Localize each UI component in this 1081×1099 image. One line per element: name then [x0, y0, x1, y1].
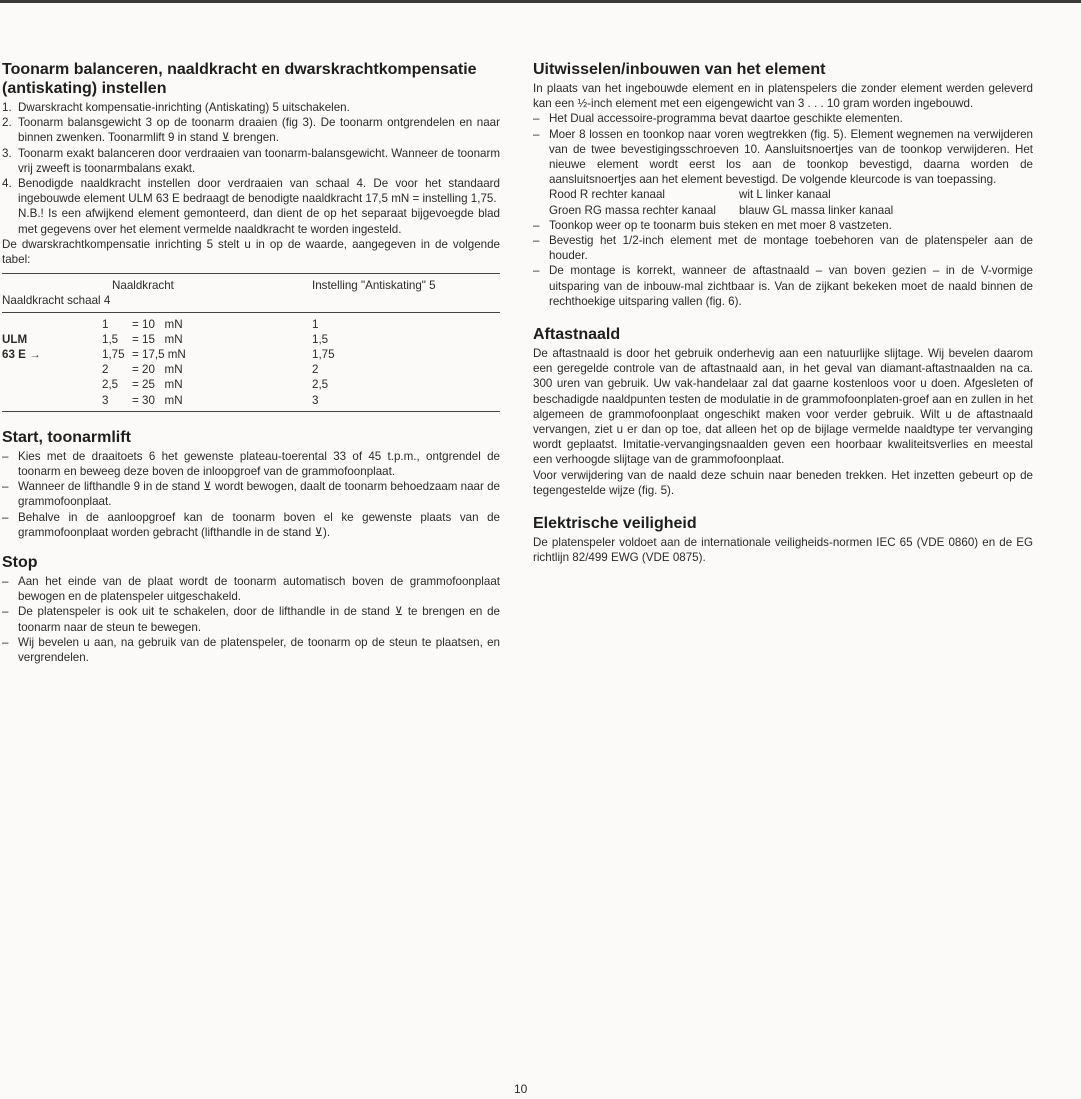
list-item: 1. Dwarskracht kompensatie-inrichting (Antiskating) 5 uitschakelen.: [2, 101, 350, 114]
section-aftastnaald: [533, 325, 1033, 498]
list-item: 3. Toonarm exakt balanceren door verdraaien van toonarm-balansgewicht. Wanneer de toonarm vrij zweeft is toonarmbalans exakt.: [2, 146, 500, 175]
right-column: [533, 60, 1033, 578]
color-code: [533, 187, 1033, 217]
left-column: [2, 60, 500, 678]
list-item: – Bevestig het 1/2-inch element met de montage toebehoren van de platenspeler aan de houder.: [533, 234, 1033, 263]
section-stop: [2, 553, 500, 665]
list-item: – De montage is korrekt, wanneer de aftastnaald – van boven gezien – in de V-vormige uitsparing van de inbouw-mal zichtbaar is. Van de zijkant bekeken moet de naald binnen de rechthoekige uitsparing vallen (fig. 6).: [533, 264, 1033, 308]
section-elektrische-veiligheid: [533, 514, 1033, 565]
top-border: [0, 0, 1081, 3]
color-code-row: Rood R rechter kanaal wit L linker kanaal: [549, 188, 831, 202]
section-start-toonarmlift: [2, 428, 500, 540]
section-uitwisselen-element: [533, 60, 1033, 309]
table-row: 2 = 20 mN 2: [102, 363, 319, 377]
heading-elektrische-veiligheid: Elektrische veiligheid: [533, 515, 697, 533]
header-naaldkracht: Naaldkracht: [72, 274, 312, 294]
color-code-row: Groen RG massa rechter kanaal blauw GL massa linker kanaal: [549, 203, 894, 217]
list-item: 2. Toonarm balansgewicht 3 op de toonarm draaien (fig 3). De toonarm ontgrendelen en naar binnen zwenken. Toonarmlift 9 in stand ⊻ brengen.: [2, 116, 500, 145]
paragraph-intro: In plaats van het ingebouwde element en in platenspelers die zonder element werden geleverd kan een ½-inch element met een eigengewicht van 3 . . . 10 gram worden ingebouwd.: [533, 82, 1033, 111]
list-item: – Wij bevelen u aan, na gebruik van de platenspeler, de toonarm op de steun te plaatsen, en vergrendelen.: [2, 635, 500, 665]
heading-uitwisselen-element: Uitwisselen/inbouwen van het element: [533, 61, 826, 78]
section-toonarm-balanceren: [2, 60, 500, 412]
list-item: – Toonkop weer op te toonarm buis steken en met moer 8 vastzeten.: [533, 218, 892, 232]
list-item: – De platenspeler is ook uit te schakelen, door de lifthandle in de stand ⊻ te brengen en de toonarm naar de steun te bewegen.: [2, 605, 500, 634]
list-item: – Het Dual accessoire-programma bevat daartoe geschikte elementen.: [533, 112, 903, 126]
page-number: 10: [514, 1082, 528, 1096]
table-row: ULM 1,5 = 15 mN 1,5: [2, 332, 329, 346]
list-item: – Kies met de draaitoets 6 het gewenste plateau-toerental 33 of 45 t.p.m., ontgrendel de toonarm en beweeg deze boven de inloopgroef van de grammofoonplaat.: [2, 449, 500, 479]
header-schaal: Naaldkracht schaal 4: [2, 293, 500, 312]
label-63e: 63 E →: [2, 348, 41, 362]
table-row: 63 E → 1,75 = 17,5 mN 1,75: [2, 348, 335, 362]
paragraph-aftastnaald: De aftastnaald is door het gebruik onderhevig aan een natuurlijke slijtage. Wij bevelen daarom een geregelde controle van de aftastnaald aan, in het geval van diamant-aftastnaalden na ca. 300 uren van gebruik. Uw vak-handelaar zal dat gaarne kostenloos voor u doen. Afgesleten of beschadigde naaldpunten testen de modulatie in de grammofoonplaten-groef aan en zullen in het algemeen de grammofoonplaat ongeschikt maken voor verder gebruik. Wilt u de aftastnaald vervangen, ziet u er dan op toe, dat alleen het op de bijlage vermelde naaldtype ter vervanging wordt geplaatst. Imitatie-vervangingsnaalden geven een hoorbaar kwaliteitsverlies en meestal een verhoogde slijtage van de grammofoonplaat.: [533, 347, 1033, 467]
naaldkracht-table: [2, 273, 500, 412]
label-ulm: ULM: [2, 332, 28, 346]
list-item: – Aan het einde van de plaat wordt de toonarm automatisch boven de grammofoonplaat bewogen en de platenspeler uitgeschakeld.: [2, 575, 500, 604]
paragraph-veiligheid: De platenspeler voldoet aan de internationale veiligheids-normen IEC 65 (VDE 0860) en de EG richtlijn 82/499 EWG (VDE 0875).: [533, 536, 1033, 565]
list-item: – Wanneer de lifthandle 9 in de stand ⊻ wordt bewogen, daalt de toonarm behoedzaam naar de grammofoonplaat.: [2, 480, 500, 509]
nb-note: N.B.! Is een afwijkend element gemonteerd, dan dient de op het separaat bijgevoegde blad met gegevens over het element vermelde naaldkracht te worden ingesteld.: [18, 207, 500, 236]
table-row: 2,5 = 25 mN 2,5: [102, 378, 329, 392]
list-item: – Moer 8 lossen en toonkop naar voren wegtrekken (fig. 5). Element wegnemen na verwijderen van de twee bevestigingsschroeven 10. Aansluitsnoertjes van de toonkop verwijderen. Het nieuwe element wordt eerst los aan de toonkop bevestigd, daarna worden de aansluitsnoertjes aan het element bevestigd. De volgende kleurcode is van toepassing.: [533, 127, 1033, 187]
heading-start-toonarmlift: Start, toonarmlift: [2, 428, 131, 446]
table-header-row: [2, 274, 500, 294]
header-instelling: Instelling "Antiskating" 5: [312, 274, 500, 294]
paragraph-verwijdering: Voor verwijdering van de naald deze schuin naar beneden trekken. Het inzetten gebeurt op de tegengestelde wijze (fig. 5).: [533, 468, 1033, 497]
heading-stop: Stop: [2, 554, 38, 572]
list-item: – Behalve in de aanloopgroef kan de toonarm boven el ke gewenste plaats van de grammofoonplaat worden gebracht (lifthandle in de stand ⊻).: [2, 510, 500, 539]
table-row: 3 = 30 mN 3: [2, 393, 500, 412]
list-item: 4. Benodigde naaldkracht instellen door verdraaien van schaal 4. De voor het standaard ingebouwde element ULM 63 E bedraagt de benodigte naaldkracht 17,5 mN = instelling 1,75.: [2, 177, 500, 206]
paragraph-antiskating: De dwarskrachtkompensatie inrichting 5 stelt u in op de waarde, aangegeven in de volgende tabel:: [2, 237, 500, 267]
heading-aftastnaald: Aftastnaald: [533, 326, 621, 344]
table-header-row: [2, 293, 500, 312]
heading-toonarm-balanceren: Toonarm balanceren, naaldkracht en dwarskrachtkompensatie (antiskating) instellen: [2, 61, 477, 97]
table-row: 1 = 10 mN 1: [102, 317, 319, 331]
